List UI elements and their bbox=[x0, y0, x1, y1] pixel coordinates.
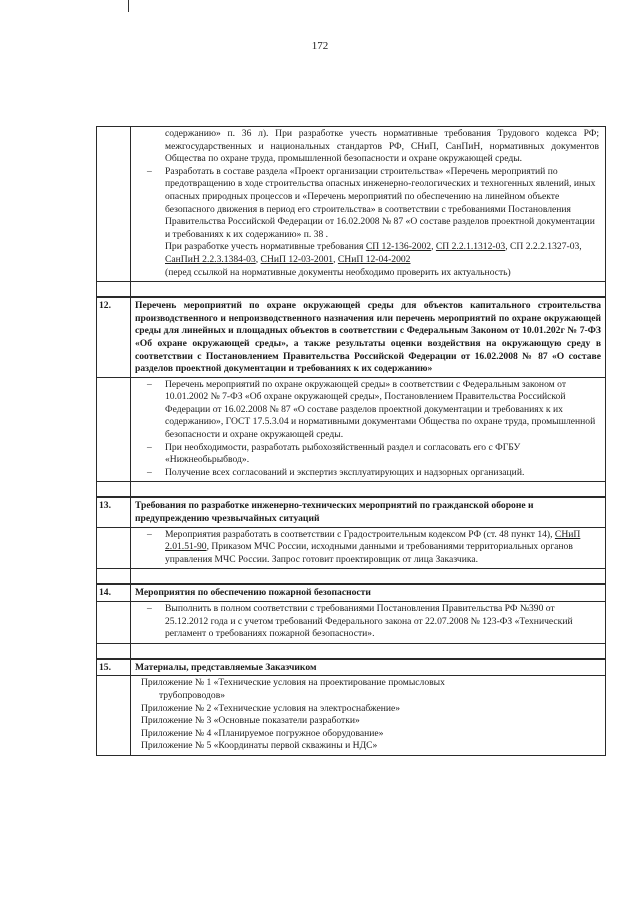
standard-ref: СП 2.2.1.1312-03 bbox=[435, 241, 506, 253]
attachment-item: Приложение № 4 «Планируемое погружное оборудование» bbox=[141, 727, 384, 739]
bullet-item bbox=[137, 442, 599, 467]
bullet-item bbox=[137, 379, 599, 442]
attachment-item: Приложение № 2 «Технические условия на электроснабжение» bbox=[141, 702, 401, 714]
row-14-body bbox=[97, 602, 606, 644]
bullet-text: При необходимости, разработать рыбохозяйственный раздел и согласовать его с ФГБУ «Нижнеобьрыбвод». bbox=[165, 441, 521, 466]
attachment-item: Приложение № 1 «Технические условия на проектирование промысловых bbox=[141, 677, 445, 689]
row-number: 12. bbox=[97, 297, 131, 377]
continued-text: содержанию» п. 36 л). При разработке учесть нормативные требования Трудового кодекса РФ; межгосударственных и национальных стандартов РФ, СНиП, СанПиН, нормативных документов Общества по охране труда, промышленной безопасности и охране окружающей среды. bbox=[165, 128, 599, 165]
attachment-item-continued: трубопроводов» bbox=[159, 689, 226, 701]
bullet-item bbox=[137, 166, 599, 242]
dash-bullet-icon: – bbox=[147, 441, 152, 453]
row-14-title: Мероприятия по обеспечению пожарной безопасности bbox=[131, 584, 606, 601]
page-number: 172 bbox=[311, 40, 329, 52]
top-edge-mark bbox=[128, 0, 129, 12]
bullet-text: Выполнить в полном соответствии с требованиями Постановления Правительства РФ №390 от 25.12.2012 года и с учетом требований Федерального закона от 22.07.2008 № 123-ФЗ «Технический регламент о требованиях пожарной безопасности». bbox=[165, 603, 573, 640]
bullet-text: , Приказом МЧС России, исходными данными и требованиями территориальных органов управления МЧС России. Запрос готовит проектировщик от лица Заказчика. bbox=[165, 541, 573, 565]
row-15-body bbox=[97, 676, 606, 756]
standards-line: При разработке учесть нормативные требования СП 12-136-2002, СП 2.2.1.1312-03, СП 2.2.2.1327-03, СанПиН 2.2.3.1384-03, СНиП 12-03-2001, СНиП 12-04-2002 bbox=[165, 241, 582, 265]
bullet-item bbox=[137, 603, 599, 641]
spacer-row bbox=[97, 482, 606, 498]
dash-bullet-icon: – bbox=[147, 165, 152, 177]
bullet-item bbox=[137, 529, 599, 567]
row-14-header bbox=[97, 584, 606, 601]
row-11-body bbox=[131, 127, 606, 282]
dash-bullet-icon: – bbox=[147, 603, 152, 614]
bullet-text: Разработать в составе раздела «Проект организации строительства» «Перечень мероприятий по предотвращению в ходе строительства опасных инженерно-геологических и техногенных явлений, иных опасных природных процессов и «Перечень мероприятий по обеспечению на линейном объекте безопасного движения в период его строительства» в соответствии с требованиями Постановления Правительства Российской Федерации от 16.02.2008 № 87 «О составе разделов проектной документации и требованиях к их содержанию» п. 38 . bbox=[165, 165, 596, 240]
spacer-row bbox=[97, 569, 606, 585]
spacer-row bbox=[97, 643, 606, 659]
row-number: 13. bbox=[97, 497, 131, 527]
verification-note: (перед ссылкой на нормативные документы необходимо проверить их актуальность) bbox=[165, 266, 511, 278]
spacer-row bbox=[97, 282, 606, 298]
row-11-continuation bbox=[97, 127, 606, 282]
standards-intro: При разработке учесть нормативные требования bbox=[165, 241, 366, 253]
row-15-title: Материалы, представляемые Заказчиком bbox=[131, 659, 606, 676]
row-13-title: Требования по разработке инженерно-технических мероприятий по гражданской обороне и предупреждению чрезвычайных ситуаций bbox=[131, 497, 606, 527]
dash-bullet-icon: – bbox=[147, 528, 152, 540]
attachment-item: Приложение № 5 «Координаты первой скважины и НДС» bbox=[141, 740, 378, 752]
row-15-header bbox=[97, 659, 606, 676]
row-number-cell bbox=[97, 127, 131, 282]
bullet-text: Перечень мероприятий по охране окружающей среды» в соответствии с Федеральным законом от 10.01.2002 № 7-ФЗ «Об охране окружающей среды», Постановлением Правительства Российской Федерации от 16.02.2008 № 87 «О составе разделов проектной документации и требованиях к их содержанию», ГОСТ 17.5.3.04 и нормативными документами Общества по охране труда, промышленной безопасности и охране окружающей среды. bbox=[165, 378, 596, 441]
row-number: 14. bbox=[97, 584, 131, 601]
standard-ref: СНиП 12-03-2001 bbox=[260, 253, 334, 265]
row-number: 15. bbox=[97, 659, 131, 676]
attachment-item: Приложение № 3 «Основные показатели разработки» bbox=[141, 715, 360, 727]
row-12-body bbox=[97, 377, 606, 482]
bullet-text: Получение всех согласований и экспертиз эксплуатирующих и надзорных организаций. bbox=[165, 466, 525, 478]
row-13-body bbox=[97, 527, 606, 569]
row-12-title: Перечень мероприятий по охране окружающей среды для объектов капитального строительства производственного и непроизводственного назначения или перечень мероприятий по охране окружающей среды для линейных и площадных объектов в соответствии с Федеральным Законом от 10.01.202г № 7-ФЗ «Об охране окружающей среды», а также результаты оценки воздействия на окружающую среду в соответствии с Постановлением Правительства Российской Федерации от 16.02.2008 № 87 «О составе разделов проектной документации и требованиях к их содержанию» bbox=[131, 297, 606, 377]
dash-bullet-icon: – bbox=[147, 466, 152, 478]
bullet-text: Мероприятия разработать в соответствии с Градостроительным кодексом РФ (ст. 48 пункт 14), bbox=[165, 528, 555, 540]
standard-ref: СанПиН 2.2.3.1384-03 bbox=[165, 253, 256, 265]
standard-ref: СП 2.2.2.1327-03 bbox=[510, 241, 580, 253]
requirements-table bbox=[96, 126, 606, 756]
standard-ref: СНиП 12-04-2002 bbox=[337, 253, 411, 265]
dash-bullet-icon: – bbox=[147, 378, 152, 390]
standard-ref: СНиП 2.01.51-90 bbox=[165, 528, 581, 553]
bullet-item bbox=[137, 467, 599, 480]
row-12-header bbox=[97, 297, 606, 377]
standard-ref: СП 12-136-2002 bbox=[365, 241, 432, 253]
row-13-header bbox=[97, 497, 606, 527]
